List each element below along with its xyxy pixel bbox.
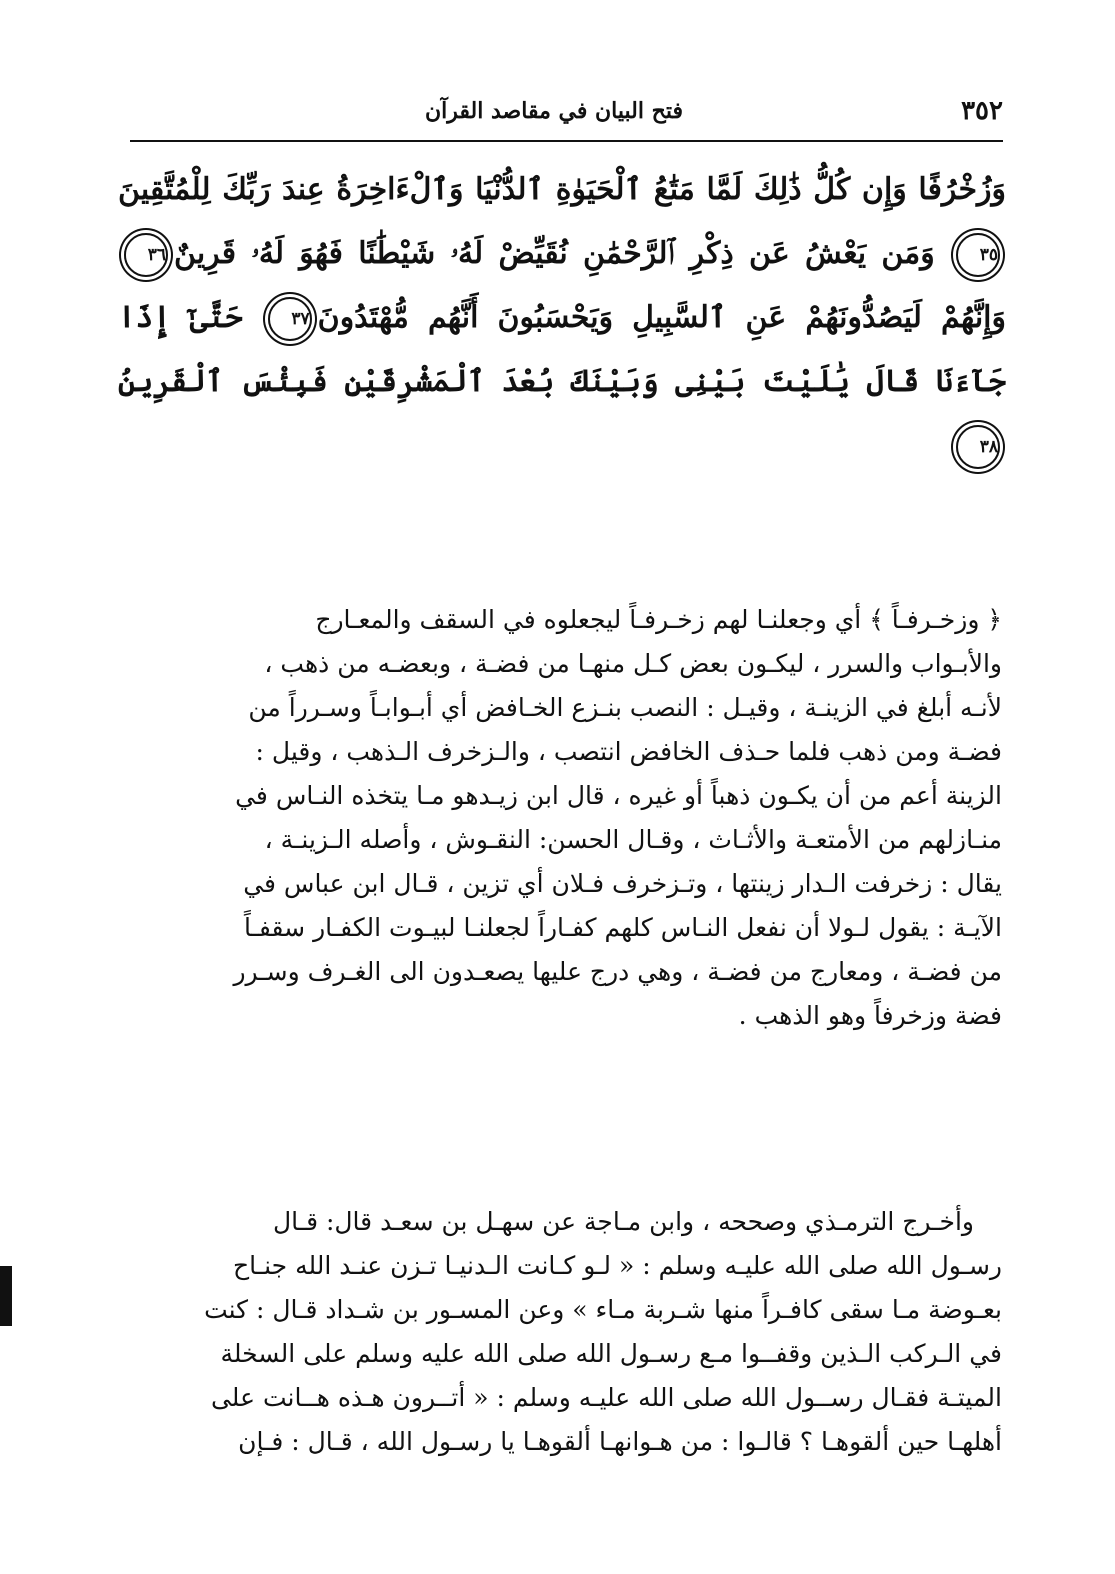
verse-number-marker: ٣٨ [956,425,1000,469]
text-line: والأبـواب والسرر ، ليكـون بعض كـل منهـا من فضـة ، وبعضـه من ذهب ، [264,649,1002,678]
text-line: بعـوضة مـا سقى كافـراً منها شـربة مـاء » وعن المسـور بن شـداد قـال : كنت [204,1295,1002,1324]
verse-text: وَإِنَّهُمْ لَيَصُدُّونَهُمْ عَنِ ٱلسَّبِيلِ وَيَحْسَبُونَ أَنَّهُم مُّهْتَدُونَ [317,300,1006,335]
text-line: الآيـة : يقول لـولا أن نفعل النـاس كلهم كفـاراً لجعلنـا لبيـوت الكفـار سقفـاً [243,913,1002,942]
quran-verses [118,158,1006,478]
text-line: لأنـه أبلغ في الزينـة ، وقيـل : النصب بنـزع الخـافض أي أبـوابـاً وسـرراً من [248,693,1002,722]
text-line: وأخـرج الترمـذي وصححه ، وابن مـاجة عن سهـل بن سعـد قال: قـال [272,1207,974,1236]
commentary-paragraph-1 [130,598,1002,1038]
page-number: ٣٥٢ [961,96,1003,126]
book-title: فتح البيان في مقاصد القرآن [425,98,683,124]
text-line: ﴿ وزخـرفـاً ﴾ أي وجعلنـا لهم زخـرفـاً ليجعلوه في السقف والمعـارج [315,605,1002,634]
page-header [130,92,1003,132]
header-divider [130,140,1003,142]
verse-text: وَمَن يَعْشُ عَن ذِكْرِ ٱلرَّحْمَٰنِ نُقَيِّضْ لَهُۥ شَيْطَٰنًا فَهُوَ لَهُۥ قَرِينٌ [174,236,935,271]
verse-number-marker: ٣٥ [956,233,1000,277]
text-line: الميتـة فقـال رســول الله صلى الله عليـه وسلم : « أتــرون هـذه هــانت على [210,1383,1002,1412]
text-line: يقال : زخرفت الـدار زينتها ، وتـزخرف فـلان أي تزين ، قـال ابن عباس في [243,869,1002,898]
scan-edge-mark [0,1266,12,1326]
text-line: فضـة ومن ذهب فلما حـذف الخافض انتصب ، والـزخرف الـذهب ، وقيل : [255,737,1002,766]
verse-text: وَزُخْرُفًا وَإِن كُلُّ ذَٰلِكَ لَمَّا مَتَٰعُ ٱلْحَيَوٰةِ ٱلدُّنْيَا وَٱلْءَاخِرَةُ عِندَ رَبِّكَ لِلْمُتَّقِينَ [118,172,1006,207]
verse-number-marker: ٣٦ [124,233,168,277]
text-line: أهلهـا حين ألقوهـا ؟ قالـوا : من هـوانهـا ألقوهـا يا رسـول الله ، قـال : فـإن [238,1427,1002,1456]
verse-text: حَتَّىٰٓ إِذَا جَآءَنَا قَالَ يَٰلَيْتَ بَيْنِى وَبَيْنَكَ بُعْدَ ٱلْمَشْرِقَيْنِ فَبِئْسَ ٱلْقَرِينُ [118,300,1006,399]
text-line: فضة وزخرفاً وهو الذهب . [738,1001,1002,1030]
text-line: رسـول الله صلى الله عليـه وسلم : « لـو كـانت الـدنيـا تـزن عنـد الله جنـاح [233,1251,1002,1280]
commentary-paragraph-2 [130,1200,1002,1464]
text-line: منـازلهم من الأمتعـة والأثـاث ، وقـال الحسن: النقـوش ، وأصله الـزينـة ، [264,825,1002,854]
verse [118,236,935,271]
text-line: من فضـة ، ومعارج من فضـة ، وهي درج عليها يصعـدون الى الغـرف وسـرر [233,957,1002,986]
verse-number-marker: ٣٧ [268,297,312,341]
text-line: في الـركب الـذين وقفــوا مـع رسـول الله صلى الله عليه وسلم على السخلة [220,1339,1002,1368]
verse [262,300,1006,335]
text-line: الزينة أعم من أن يكـون ذهباً أو غيره ، قال ابن زيـدهو مـا يتخذه النـاس في [235,781,1002,810]
